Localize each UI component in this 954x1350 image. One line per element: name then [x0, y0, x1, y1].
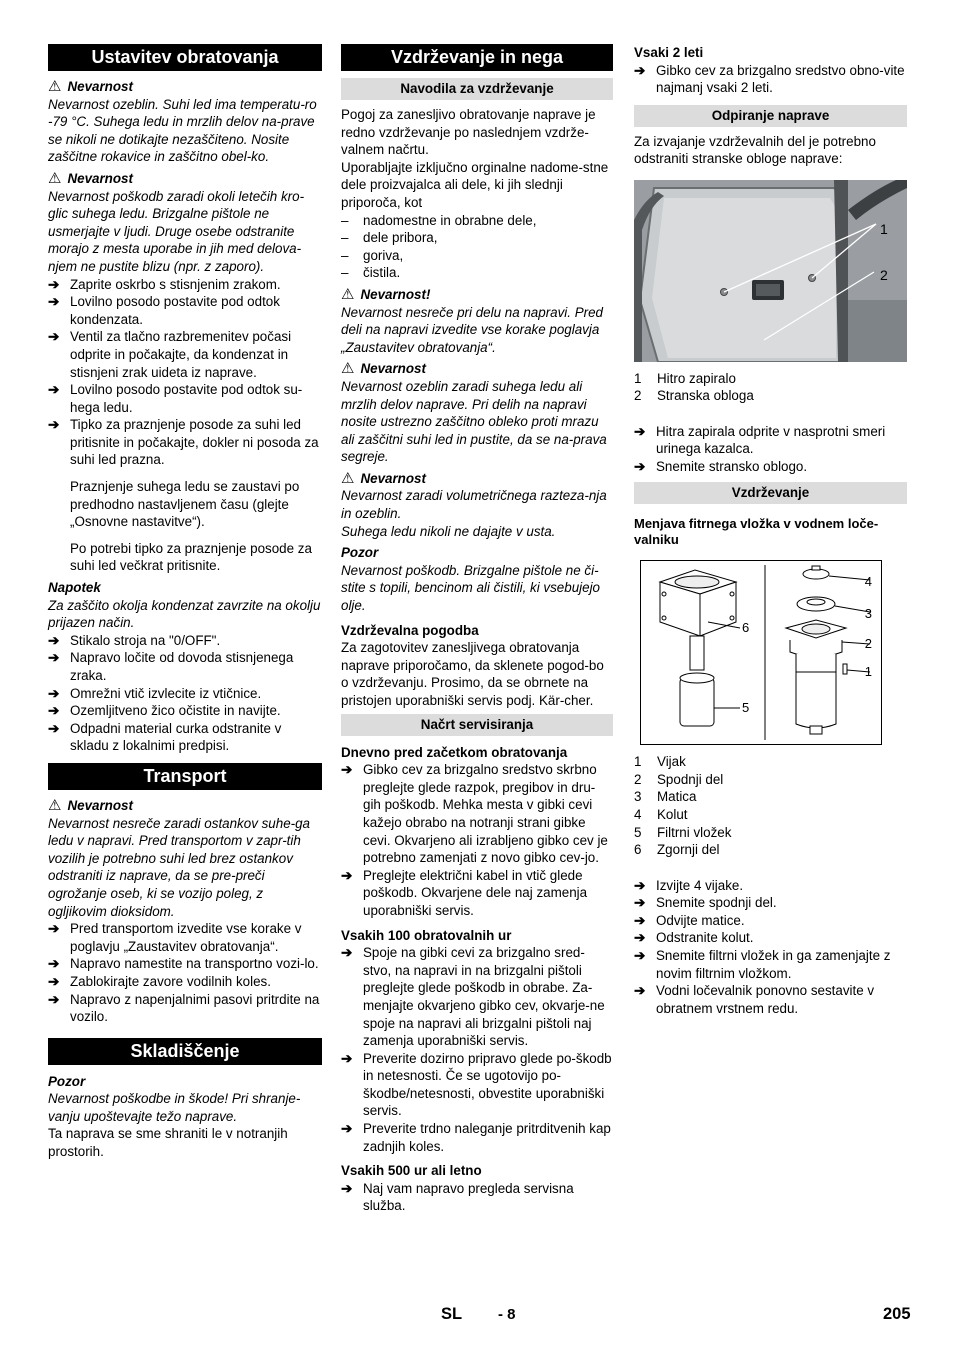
dash-item: – čistila.	[341, 265, 401, 281]
legend-item: 1 Vijak	[634, 754, 686, 770]
step-item: ➔ Lovilno posodo postavite pod odtok su-hega ledu.	[48, 382, 303, 415]
step-item: ➔ Snemite spodnji del.	[634, 895, 777, 911]
step-item: ➔ Preglejte električni kabel in vtič glede poškodb. Okvarjene dele naj zamenja uporabniški servis.	[341, 867, 588, 918]
warning-title: ⚠ Nevarnost	[341, 469, 426, 487]
interval-title: Dnevno pred začetkom obratovanja	[341, 744, 568, 760]
column-2	[341, 44, 613, 1215]
step-item: ➔ Napravo namestite na transportno vozi-lo.	[48, 956, 319, 972]
footer-language: SL	[441, 1305, 463, 1323]
warning-icon: ⚠	[341, 360, 355, 378]
step-item: ➔ Ventil za tlačno razbremenitev počasi odprite in počakajte, da kondenzat in stisnjeni zrak uideta iz naprave.	[48, 329, 292, 380]
step-item: ➔ Odstranite kolut.	[634, 930, 754, 946]
step-item: ➔ Zaprite oskrbo s stisnjenim zrakom.	[48, 276, 281, 292]
column-1	[48, 44, 322, 1161]
step-item: ➔ Stikalo stroja na "0/OFF".	[48, 632, 221, 648]
callout-6: 6	[742, 619, 750, 635]
arrow-icon: ➔	[341, 867, 353, 883]
arrow-icon: ➔	[634, 877, 646, 893]
warning-text: Nevarnost poškodb zaradi okoli letečih kro-glic suhega ledu. Brizgalne pištole ne usmerjajte v ljudi. Druge osebe odstranite morajo z mesta uporabe in jih med delova-njem ne pustite blizu (npr. z zaporo).	[48, 188, 305, 274]
step-item: ➔ Preverite dozirno pripravo glede po-škodb in netesnosti. Če se ugotovijo po-škodbe/netesnosti, obvestite uporabniški servis.	[341, 1050, 612, 1119]
callout-2: 2	[864, 635, 872, 651]
water-separator-figure	[640, 560, 882, 745]
caution-text: Nevarnost poškodbe in škode! Pri shranje-vanju upoštevajte težo naprave.	[48, 1091, 301, 1124]
callout-4: 4	[864, 573, 872, 589]
step-item: ➔ Pred transportom izvedite vse korake v poglavju „Zaustavitev obratovanja“.	[48, 921, 302, 954]
step-item: ➔ Tipko za praznjenje posode za suhi led pritisnite in počakajte, dokler ni posoda za suhi led prazna.	[48, 417, 319, 468]
footer-page-local: - 8	[498, 1306, 516, 1323]
step-continuation: Praznjenje suhega ledu se zaustavi po predhodno nastavljenem času (glejte „Osnovne nastavitve“).	[70, 479, 300, 530]
callout-1: 1	[880, 220, 888, 237]
arrow-icon: ➔	[634, 983, 646, 999]
warning-text: Nevarnost ozeblin. Suhi led ima temperatu-ro -79 °C. Suhega ledu in mrzlih delov na-prave se nikoli ne dotikajte nezaščiteno. Nosite zaščitne rokavice in zaščitno obel-ko.	[48, 96, 317, 165]
legend-item: 6 Zgornji del	[634, 842, 720, 858]
caution-title: Pozor	[48, 1073, 86, 1089]
subheading-maintenance: Vzdrževanje	[634, 482, 907, 504]
arrow-icon: ➔	[48, 685, 60, 701]
warning-icon: ⚠	[341, 469, 355, 487]
arrow-icon: ➔	[48, 294, 60, 310]
filter-title: Menjava fitrnega vložka v vodnem loče-valniku	[634, 515, 879, 547]
warning-icon: ⚠	[48, 78, 62, 95]
step-item: ➔ Naj vam napravo pregleda servisna služba.	[341, 1180, 574, 1214]
step-item: ➔ Snemite filtrni vložek in ga zamenjajte z novim filtrnim vložkom.	[634, 948, 891, 981]
callout-3: 3	[864, 605, 872, 621]
callout-1: 1	[864, 663, 872, 679]
arrow-icon: ➔	[341, 1050, 353, 1066]
contract-title: Vzdrževalna pogodba	[341, 622, 479, 638]
step-item: ➔ Napravo ločite od dovoda stisnjenega zraka.	[48, 650, 294, 683]
paragraph: Uporabljajte izključno orginalne nadome-stne dele proizvajalca ali dele, ki jih slednji priporoča, kot	[341, 159, 609, 210]
warning-title: ⚠ Nevarnost	[48, 78, 133, 95]
warning-text: Nevarnost ozeblin zaradi suhega ledu ali mrzlih delov naprave. Pri delih na napravi nosite ustrezno zaščitno obleko proti mrazu ali zaščitni suhi led in pustite, da se na-prava segreje.	[341, 378, 607, 465]
warning-text: Nevarnost nesreče pri delu na napravi. Pred deli na napravi izvedite vse korake poglavja „Zaustavitev obratovanja“.	[341, 304, 604, 355]
caution-text: Nevarnost poškodb. Brizgalne pištole ne či-stite s topili, bencinom ali čistili, ki vsebujejo olje.	[341, 562, 600, 614]
step-item: ➔ Ozemljitveno žico očistite in navijte.	[48, 703, 281, 719]
warning-text: Suhega ledu nikoli ne dajajte v usta.	[341, 523, 556, 539]
step-item: ➔ Snemite stransko oblogo.	[634, 458, 808, 474]
arrow-icon: ➔	[48, 276, 60, 292]
contract-text: Za zagotovitev zanesljivega obratovanja naprave priporočamo, da sklenete pogod-bo o vzdrževanju. Prosimo, da se obrnete na pristojen uporabniški servis podj. Kär-cher.	[341, 640, 604, 708]
arrow-icon: ➔	[48, 329, 60, 345]
paragraph: Pogoj za zanesljivo obratovanje naprave je redno vzdrževanje po naslednjem vzdrže-valnem načrtu.	[341, 107, 596, 158]
step-item: ➔ Gibko cev za brizgalno sredstvo obno-vite najmanj vsaki 2 leti.	[634, 62, 905, 96]
warning-icon: ⚠	[48, 796, 62, 814]
step-continuation: Po potrebi tipko za praznjenje posode za suhi led večkrat pritisnite.	[70, 540, 312, 574]
interval-title: Vsakih 500 ur ali letno	[341, 1163, 482, 1179]
step-item: ➔ Hitra zapirala odprite v nasprotni smeri urinega kazalca.	[634, 423, 886, 457]
step-item: ➔ Preverite trdno naleganje pritrditvenih kap zadnjih koles.	[341, 1121, 611, 1154]
arrow-icon: ➔	[341, 1180, 353, 1196]
warning-title: ⚠ Nevarnost	[341, 360, 426, 378]
note-text: Za zaščito okolja kondenzat zavrzite na okolju prijazen način.	[48, 597, 321, 631]
step-item: ➔ Izvijte 4 vijake.	[634, 877, 744, 893]
arrow-icon: ➔	[634, 895, 646, 911]
legend-item: 5 Filtrni vložek	[634, 824, 732, 840]
note-title: Napotek	[48, 580, 101, 596]
step-item: ➔ Spoje na gibki cevi za brizgalno sred-stvo, na napravi in na brizgalni pištoli preglejte glede poškodb in obrabe. Za-menjajte okvarjeno gibko cev, okvarje-ne spoje na napravi ali brizgalni pištoli naj zamenja uporabniški servis.	[341, 945, 605, 1049]
arrow-icon: ➔	[48, 973, 60, 989]
dash-item: – nadomestne in obrabne dele,	[341, 212, 537, 228]
legend-item: 4 Kolut	[634, 806, 688, 822]
arrow-icon: ➔	[48, 991, 60, 1007]
arrow-icon: ➔	[634, 930, 646, 946]
arrow-icon: ➔	[634, 62, 646, 78]
step-item: ➔ Zablokirajte zavore vodilnih koles.	[48, 973, 271, 989]
arrow-icon: ➔	[48, 956, 60, 972]
arrow-icon: ➔	[634, 458, 646, 474]
column-3	[634, 44, 907, 1017]
step-item: ➔ Napravo z napenjalnimi pasovi pritrdite na vozilo.	[48, 991, 320, 1025]
step-item: ➔ Lovilno posodo postavite pod odtok kondenzata.	[48, 294, 280, 327]
warning-title: ⚠ Nevarnost	[48, 796, 133, 814]
arrow-icon: ➔	[48, 632, 60, 648]
arrow-icon: ➔	[48, 417, 60, 433]
interval-title: Vsakih 100 obratovalnih ur	[341, 927, 512, 943]
warning-text: Nevarnost zaradi volumetričnega razteza-nja in ozeblin.	[341, 488, 607, 522]
step-item: ➔ Gibko cev za brizgalno sredstvo skrbno preglejte glede razpok, pregibov in dru-gih poškodb. Mehka mesta v gibki cevi kažejo obrabo na notranji strani gibke cevi. Okvarjeno ali izrabljeno gibko cev je potrebno zamenjati z novo gibko cev-jo.	[341, 762, 608, 866]
dash-item: – goriva,	[341, 247, 404, 263]
step-item: ➔ Omrežni vtič izvlecite iz vtičnice.	[48, 685, 262, 701]
legend-item: 3 Matica	[634, 789, 697, 805]
paragraph: Za izvajanje vzdrževalnih del je potrebno odstraniti stranske obloge naprave:	[634, 133, 876, 167]
step-item: ➔ Odpadni material curka odstranite v skladu z lokalnimi predpisi.	[48, 720, 282, 754]
warning-icon: ⚠	[341, 285, 355, 303]
arrow-icon: ➔	[48, 720, 60, 736]
warning-icon: ⚠	[48, 169, 62, 187]
step-item: ➔ Vodni ločevalnik ponovno sestavite v obratnem vrstnem redu.	[634, 983, 875, 1016]
callout-5: 5	[742, 699, 750, 715]
legend-item: 2 Spodnji del	[634, 771, 724, 787]
caution-title: Pozor	[341, 545, 379, 561]
warning-title: ⚠ Nevarnost	[48, 169, 133, 187]
section-heading-storage: Skladiščenje	[48, 1038, 322, 1065]
section-heading-transport: Transport	[48, 763, 322, 790]
arrow-icon: ➔	[341, 762, 353, 778]
subheading-opening-device: Odpiranje naprave	[634, 105, 907, 127]
arrow-icon: ➔	[48, 382, 60, 398]
arrow-icon: ➔	[48, 921, 60, 937]
warning-text: Nevarnost nesreče zaradi ostankov suhe-ga ledu v napravi. Pred transportom v zapr-tih vozilih je potrebno suhi led brez ostankov odstraniti iz naprave, da se pre-preči ogrožanje oseb, ki se vozijo poleg, z ogljikovim dioksidom.	[48, 815, 311, 919]
section-heading-maintenance: Vzdrževanje in nega	[341, 44, 613, 71]
step-item: ➔ Odvijte matice.	[634, 912, 745, 928]
legend-item: 1 Hitro zapiralo	[634, 370, 736, 386]
section-heading-shutdown: Ustavitev obratovanja	[48, 44, 322, 71]
arrow-icon: ➔	[48, 650, 60, 666]
arrow-icon: ➔	[634, 423, 646, 439]
arrow-icon: ➔	[341, 945, 353, 961]
interval-title: Vsaki 2 leti	[634, 45, 704, 60]
footer-page-number: 205	[883, 1305, 911, 1323]
arrow-icon: ➔	[341, 1121, 353, 1137]
device-side-panel-figure	[634, 180, 907, 362]
subheading-service-plan: Načrt servisiranja	[341, 714, 613, 736]
callout-2: 2	[880, 266, 888, 283]
legend-item: 2 Stranska obloga	[634, 388, 754, 404]
arrow-icon: ➔	[48, 703, 60, 719]
warning-title: ⚠ Nevarnost!	[341, 285, 431, 303]
dash-item: – dele pribora,	[341, 230, 438, 246]
arrow-icon: ➔	[634, 912, 646, 928]
storage-text: Ta naprava se sme shraniti le v notranjih prostorih.	[48, 1126, 288, 1160]
arrow-icon: ➔	[634, 948, 646, 964]
subheading-maintenance-instructions: Navodila za vzdrževanje	[341, 78, 613, 100]
